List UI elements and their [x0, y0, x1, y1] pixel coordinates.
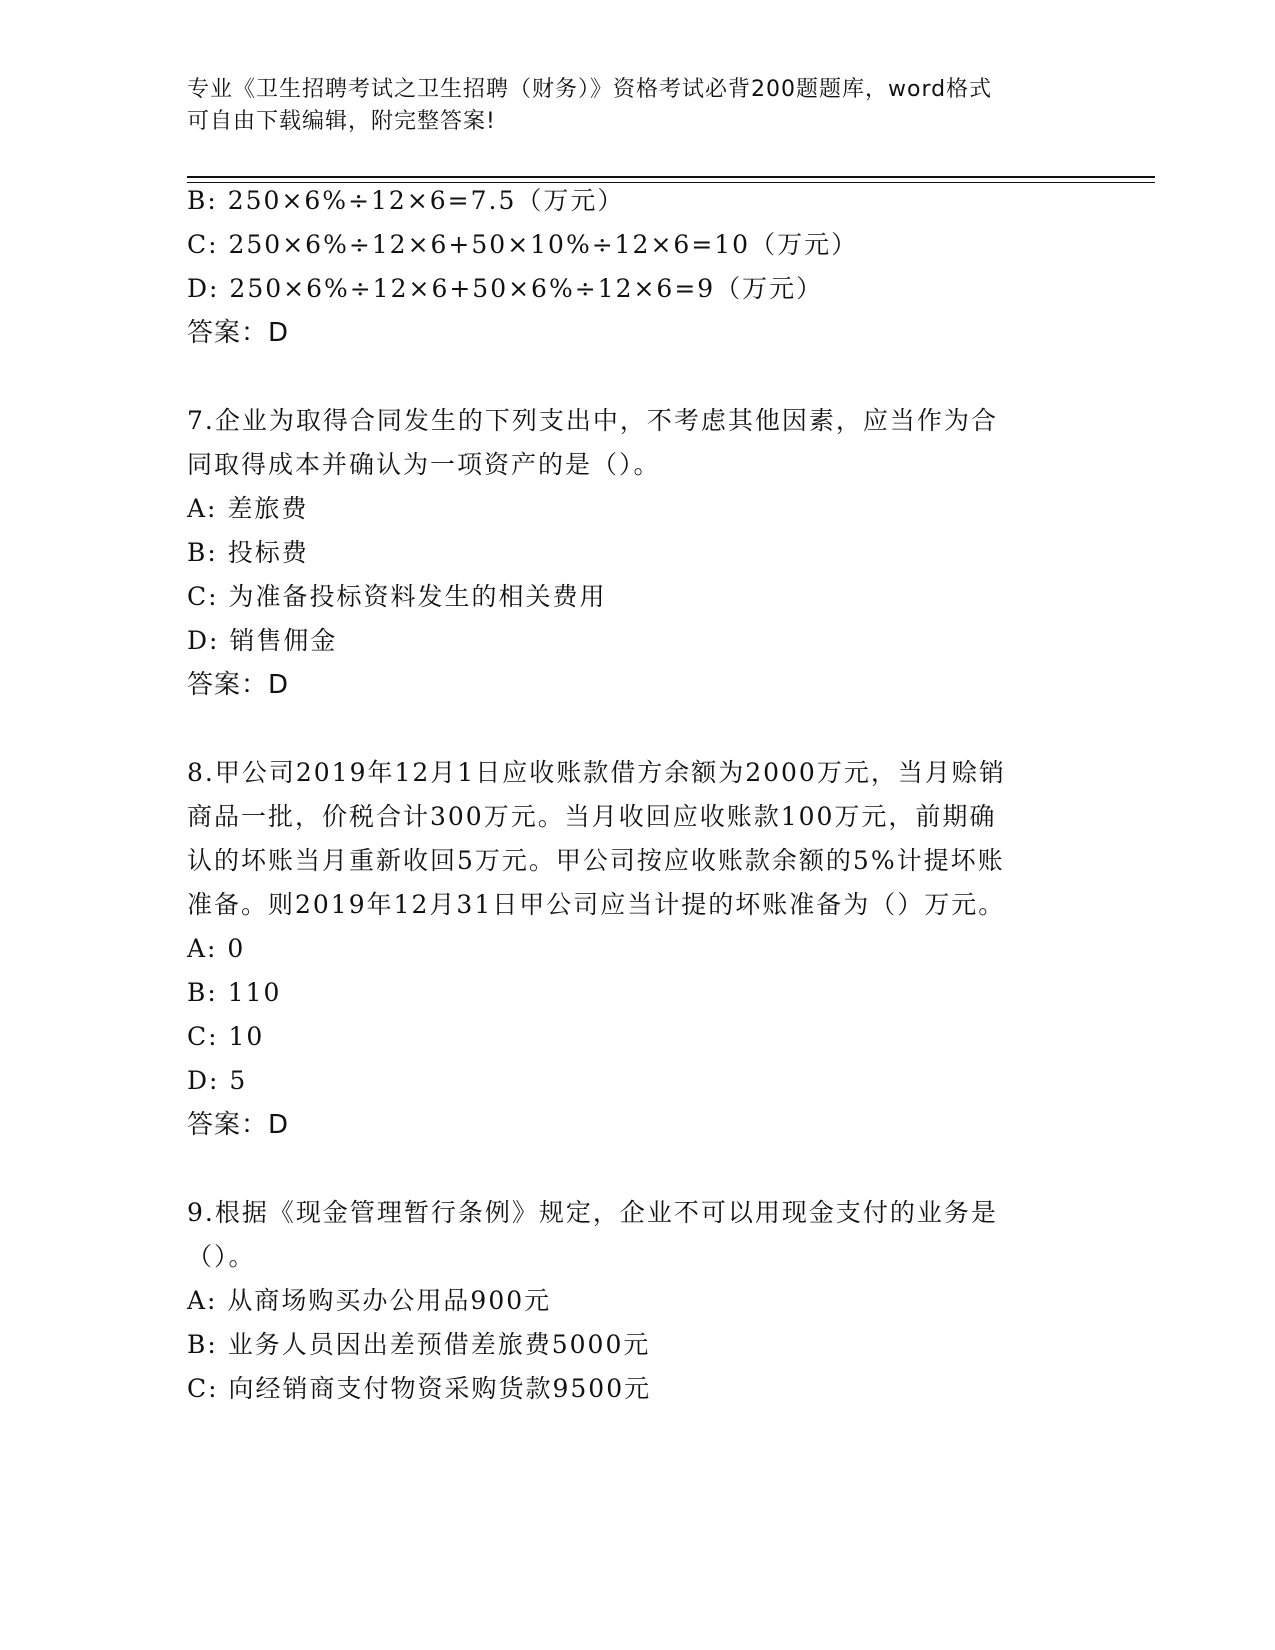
- option-b: B: 业务人员因出差预借差旅费5000元: [187, 1330, 651, 1359]
- option-b: B: 110: [187, 978, 282, 1007]
- header-divider-thick: [187, 176, 1155, 178]
- question-stem-line-1: 8.甲公司2019年12月1日应收账款借方余额为2000万元，当月赊销: [187, 758, 1006, 787]
- option-b: B: 投标费: [187, 538, 309, 567]
- option-c: C: 10: [187, 1022, 265, 1051]
- option-a: A: 从商场购买办公用品900元: [187, 1286, 552, 1315]
- question-stem-line-1: 7.企业为取得合同发生的下列支出中，不考虑其他因素，应当作为合: [187, 406, 998, 435]
- option-d: D: 250×6%÷12×6+50×6%÷12×6=9（万元）: [187, 274, 824, 303]
- option-c: C: 向经销商支付物资采购货款9500元: [187, 1374, 652, 1403]
- question-stem-line-1: 9.根据《现金管理暂行条例》规定，企业不可以用现金支付的业务是: [187, 1198, 998, 1227]
- document-header: [187, 74, 1067, 138]
- question-stem-line-2: （）。: [187, 1242, 256, 1271]
- question-stem-line-3: 认的坏账当月重新收回5万元。甲公司按应收账款余额的5%计提坏账: [187, 846, 1005, 875]
- option-d: D: 销售佣金: [187, 626, 338, 655]
- option-d: D: 5: [187, 1066, 248, 1095]
- answer-label: 答案：D: [187, 1110, 290, 1140]
- option-c: C: 250×6%÷12×6+50×10%÷12×6=10（万元）: [187, 230, 859, 259]
- header-title-line-2: 可自由下载编辑，附完整答案!: [187, 109, 496, 134]
- option-a: A: 差旅费: [187, 494, 309, 523]
- answer-label: 答案：D: [187, 670, 290, 700]
- question-stem-line-2: 同取得成本并确认为一项资产的是（）。: [187, 450, 661, 479]
- option-c: C: 为准备投标资料发生的相关费用: [187, 582, 607, 611]
- question-stem-line-2: 商品一批，价税合计300万元。当月收回应收账款100万元，前期确: [187, 802, 997, 831]
- question-stem-line-4: 准备。则2019年12月31日甲公司应当计提的坏账准备为（）万元。: [187, 890, 1006, 919]
- header-title-line-1: 专业《卫生招聘考试之卫生招聘（财务）》资格考试必背200题题库，word格式: [187, 77, 993, 102]
- answer-label: 答案：D: [187, 318, 290, 348]
- option-a: A: 0: [187, 934, 246, 963]
- header-divider-thin: [187, 182, 1155, 183]
- option-b: B: 250×6%÷12×6=7.5（万元）: [187, 186, 625, 215]
